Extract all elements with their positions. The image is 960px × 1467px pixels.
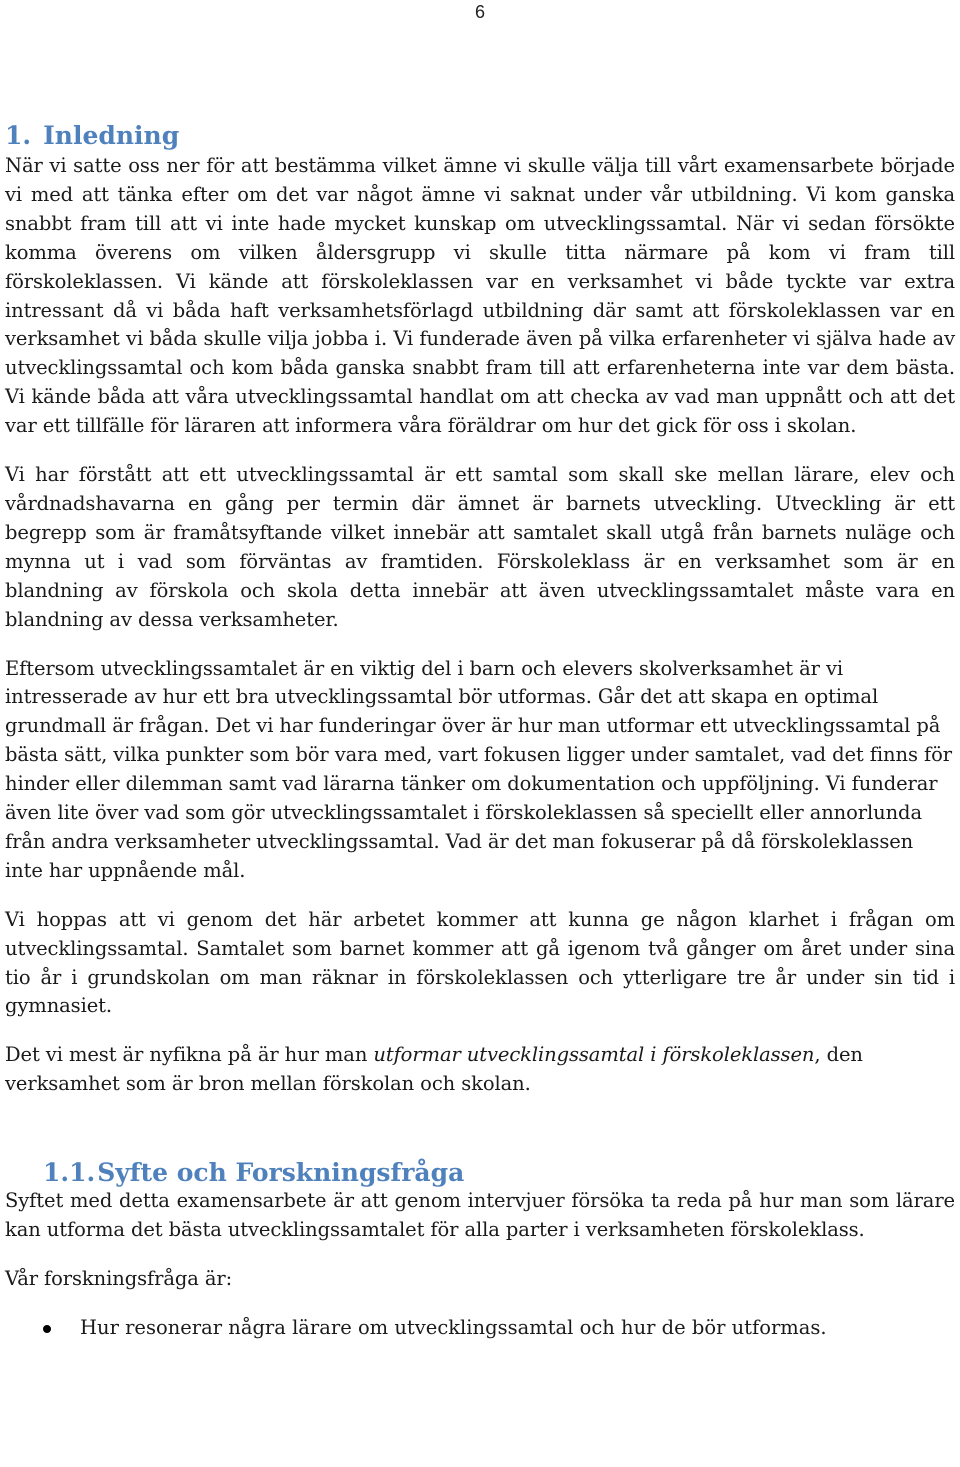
paragraph-5-text-b: , den verksamhet som är bron mellan förskolan och skolan.: [5, 1043, 863, 1096]
bullet-icon: [43, 1325, 51, 1333]
page-number: 6: [474, 2, 485, 22]
subsection-title: Syfte och Forskningsfråga: [97, 1158, 465, 1188]
list-item: [5, 1314, 955, 1343]
section-number: 1.: [5, 121, 32, 150]
paragraph-5-text-a: Det vi mest är nyfikna på är hur man: [5, 1043, 374, 1067]
paragraph-1: När vi satte oss ner för att bestämma vilket ämne vi skulle välja till vårt examensarbete började vi med att tänka efter om det var något ämne vi saknat under vår utbildning. Vi kom ganska snabbt fram till att vi inte hade mycket kunskap om utvecklingssamtal. När vi sedan försökte komma överens om vilken åldersgrupp vi skulle titta närmare på kom vi fram till förskoleklassen. Vi kände att förskoleklassen var en verksamhet vi både tyckte var extra intressant då vi båda haft verksamhetsförlagd utbildning där samt att förskoleklassen var en verksamhet vi båda skulle vilja jobba i. Vi funderade även på vilka erfarenheter vi själva hade av utvecklingssamtal och kom båda ganska snabbt fram till att erfarenheterna inte var dem bästa. Vi kände båda att våra utvecklingssamtal handlat om att checka av vad man uppnått och att det var ett tillfälle för läraren att informera våra föräldrar om hur det gick för oss i skolan.: [5, 154, 955, 438]
paragraph-5: [5, 1041, 955, 1099]
section-title: Inledning: [43, 121, 180, 150]
paragraph-2: Vi har förstått att ett utvecklingssamtal är ett samtal som skall ske mellan lärare, elev och vårdnadshavarna en gång per termin där ämnet är barnets utveckling. Utveckling är ett begrepp som är framåtsyftande vilket innebär att samtalet skall utgå från barnets nuläge och mynna ut i vad som förväntas av framtiden. Förskoleklass är en verksamhet som är en blandning av förskola och skola detta innebär att även utvecklingssamtalet måste vara en blandning av dessa verksamheter.: [5, 463, 955, 631]
paragraph-4: Vi hoppas att vi genom det här arbetet kommer att kunna ge någon klarhet i frågan om utvecklingssamtal. Samtalet som barnet kommer att gå igenom två gånger om året under sina tio år i grundskolan om man räknar in förskoleklassen och ytterligare tre år under sin tid i gymnasiet.: [5, 907, 955, 1018]
document-body: [5, 118, 955, 1343]
research-question-intro: Vår forskningsfråga är:: [5, 1267, 233, 1290]
research-question-list: [5, 1314, 955, 1343]
research-question: Hur resonerar några lärare om utvecklingssamtal och hur de bör utformas.: [80, 1315, 827, 1339]
paragraph-3: Eftersom utvecklingssamtalet är en viktig del i barn och elevers skolverksamhet är vi intresserade av hur ett bra utvecklingssamtal bör utformas. Går det att skapa en optimal grundmall är frågan. Det vi har funderingar över är hur man utformar ett utvecklingssamtal på bästa sätt, vilka punkter som bör vara med, vart fokusen ligger under samtalet, vad det finns för hinder eller dilemman samt vad lärarna tänker om dokumentation och uppföljning. Vi funderar även lite över vad som gör utvecklingssamtalet i förskoleklassen så speciellt eller annorlunda från andra verksamheter utvecklingssamtal. Vad är det man fokuserar på då förskoleklassen inte har uppnående mål.: [5, 656, 952, 882]
purpose-paragraph: Syftet med detta examensarbete är att genom intervjuer försöka ta reda på hur man som lärare kan utforma det bästa utvecklingssamtalet för alla parter i verksamheten förskoleklass.: [5, 1189, 955, 1242]
paragraph-5-emphasis: utformar utvecklingssamtal i förskoleklassen: [373, 1043, 815, 1067]
subsection-number: 1.1.: [43, 1158, 96, 1188]
section-heading-inledning: [5, 118, 955, 152]
section-heading-syfte: [43, 1155, 955, 1187]
